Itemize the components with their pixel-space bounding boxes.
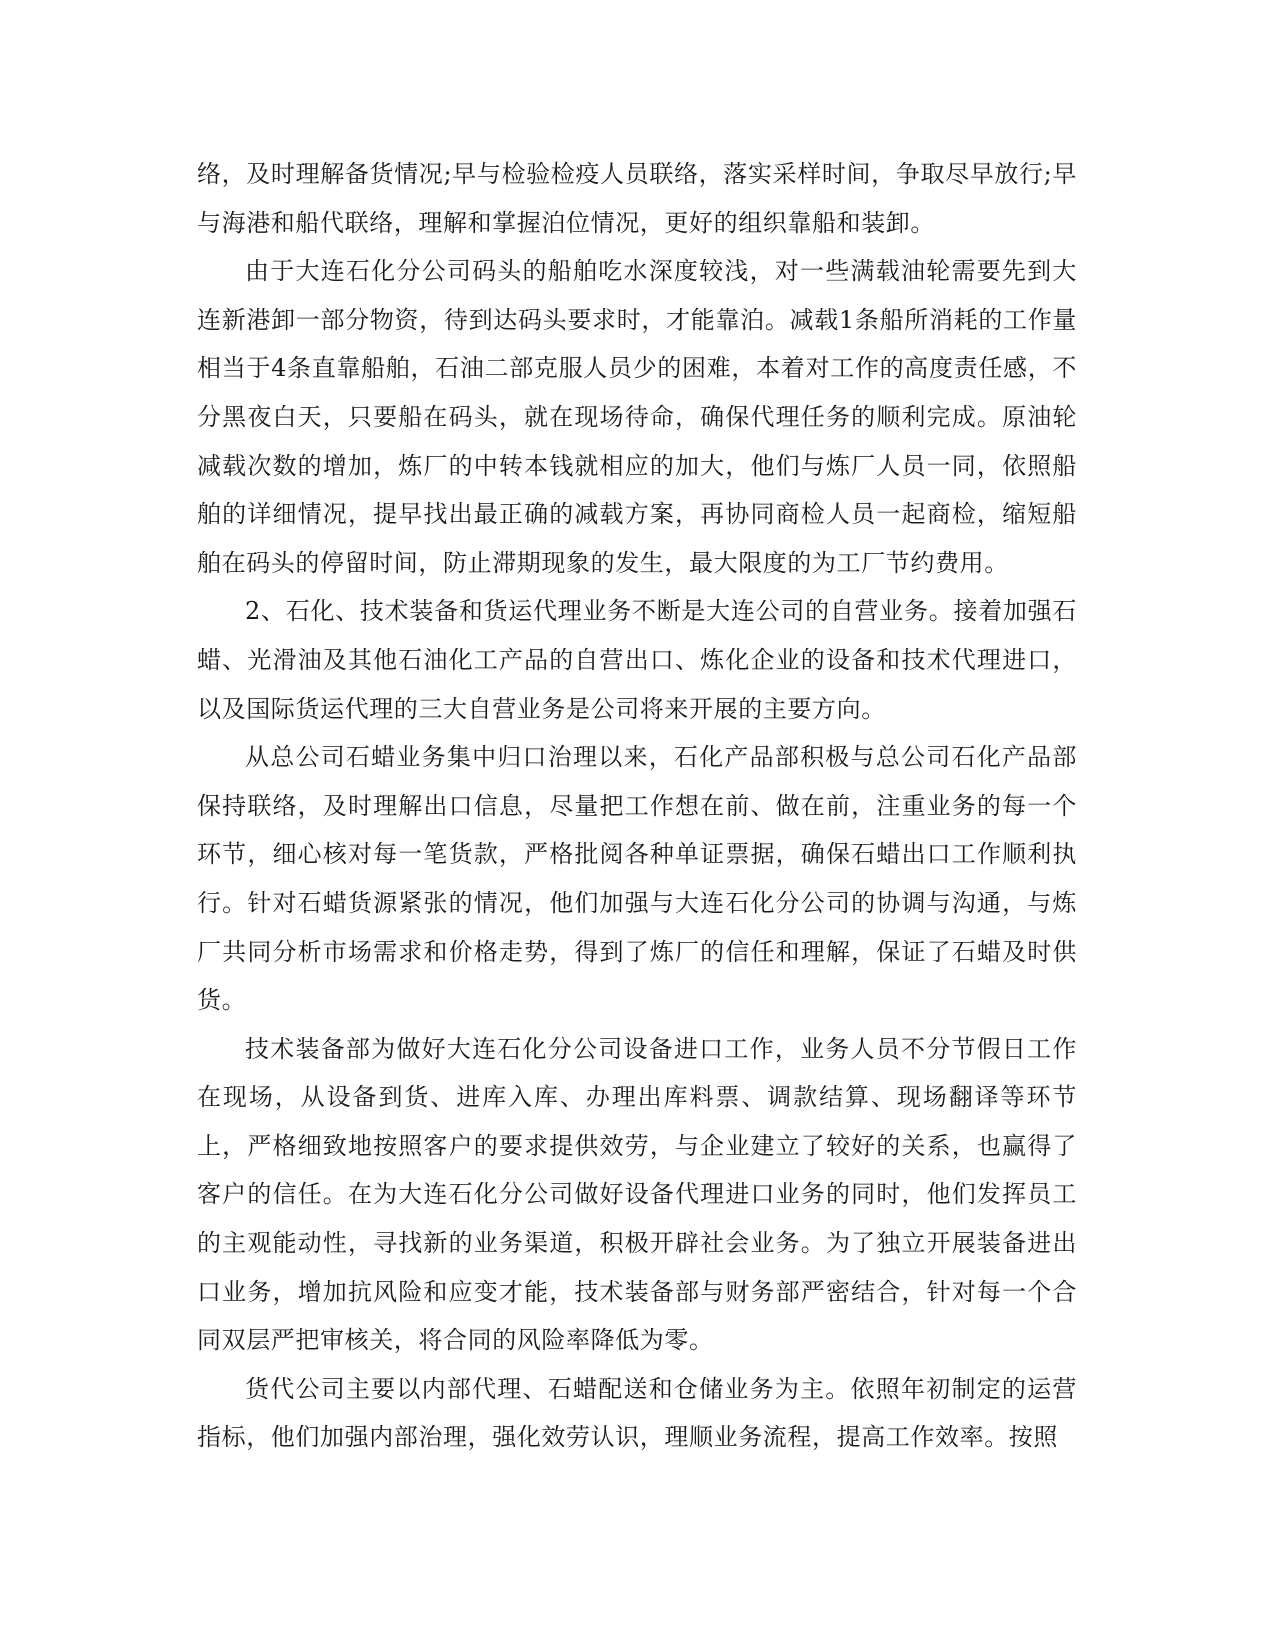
paragraph-3: 2、石化、技术装备和货运代理业务不断是大连公司的自营业务。接着加强石蜡、光滑油及其他石油化工产品的自营出口、炼化企业的设备和技术代理进口，以及国际货运代理的三大自营业务是公司将来开展的主要方向。 [197,597,1077,723]
paragraph-5: 技术装备部为做好大连石化分公司设备进口工作，业务人员不分节假日工作在现场，从设备到货、进库入库、办理出库料票、调款结算、现场翻译等环节上，严格细致地按照客户的要求提供效劳，与企业建立了较好的关系，也赢得了客户的信任。在为大连石化分公司做好设备代理进口业务的同时，他们发挥员工的主观能动性，寻找新的业务渠道，积极开辟社会业务。为了独立开展装备进出口业务，增加抗风险和应变才能，技术装备部与财务部严密结合，针对每一个合同双层严把审核关，将合同的风险率降低为零。 [197,1034,1077,1355]
paragraph-2: 由于大连石化分公司码头的船舶吃水深度较浅，对一些满载油轮需要先到大连新港卸一部分物资，待到达码头要求时，才能靠泊。减载1条船所消耗的工作量相当于4条直靠船舶，石油二部克服人员少的困难，本着对工作的高度责任感，不分黑夜白天，只要船在码头，就在现场待命，确保代理任务的顺利完成。原油轮减载次数的增加，炼厂的中转本钱就相应的加大，他们与炼厂人员一同，依照船舶的详细情况，提早找出最正确的减载方案，再协同商检人员一起商检，缩短船舶在码头的停留时间，防止滞期现象的发生，最大限度的为工厂节约费用。 [197,257,1077,577]
paragraph-1: 络，及时理解备货情况;早与检验检疫人员联络，落实采样时间，争取尽早放行;早与海港和船代联络，理解和掌握泊位情况，更好的组织靠船和装卸。 [197,160,1077,237]
paragraph-6: 货代公司主要以内部代理、石蜡配送和仓储业务为主。依照年初制定的运营指标，他们加强内部治理，强化效劳认识，理顺业务流程，提高工作效率。按照 [197,1374,1077,1452]
paragraph-4: 从总公司石蜡业务集中归口治理以来，石化产品部积极与总公司石化产品部保持联络，及时理解出口信息，尽量把工作想在前、做在前，注重业务的每一个环节，细心核对每一笔货款，严格批阅各种单证票据，确保石蜡出口工作顺利执行。针对石蜡货源紧张的情况，他们加强与大连石化分公司的协调与沟通，与炼厂共同分析市场需求和价格走势，得到了炼厂的信任和理解，保证了石蜡及时供货。 [197,743,1077,1015]
document-body [197,150,1077,1462]
